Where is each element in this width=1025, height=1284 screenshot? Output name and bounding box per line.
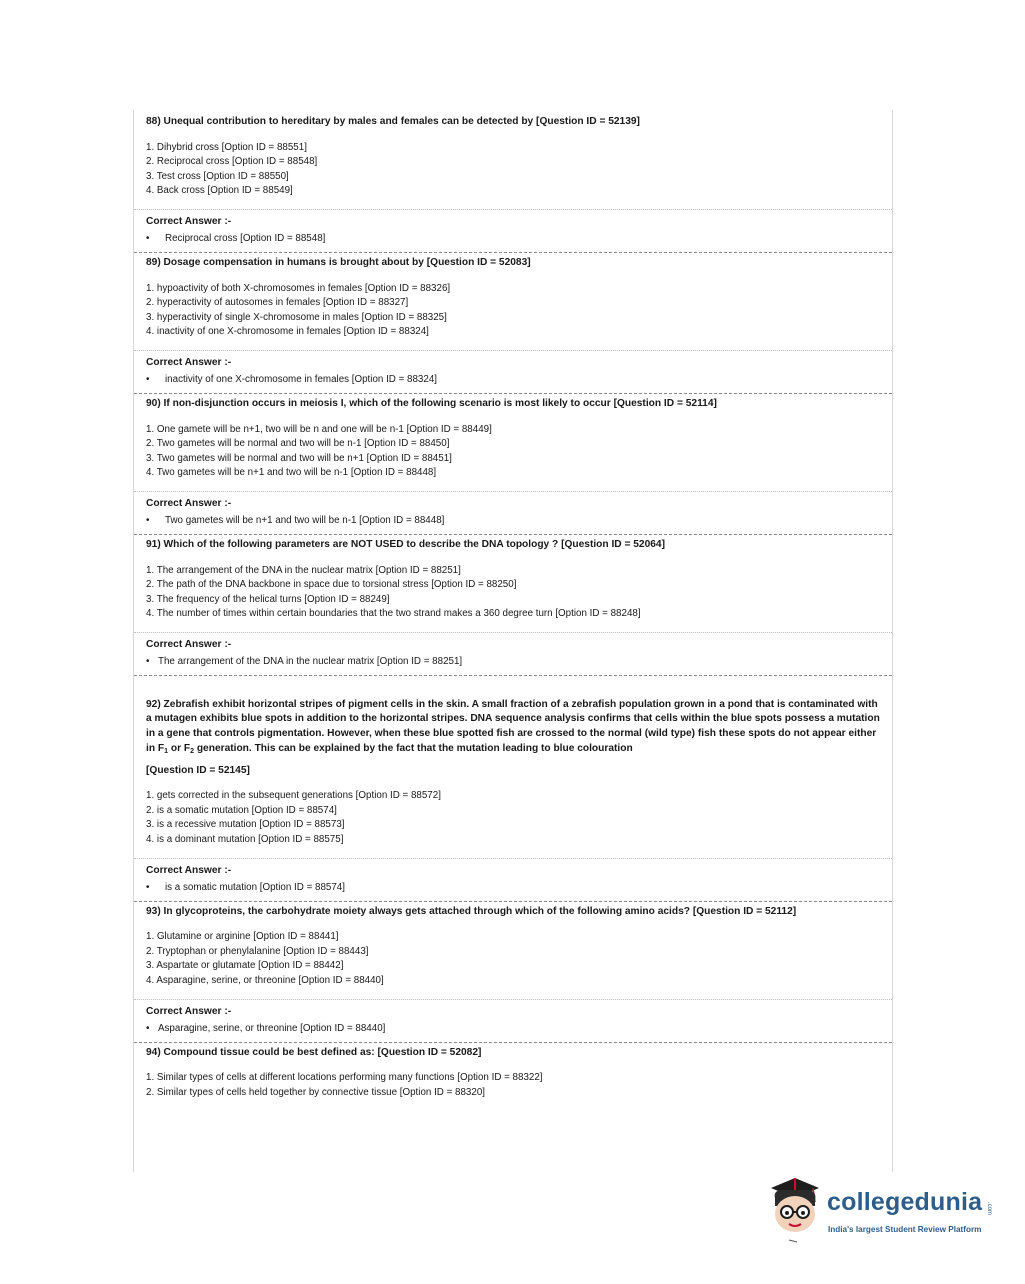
question-text: or F <box>168 742 191 754</box>
option-item: 3. Aspartate or glutamate [Option ID = 88442] <box>146 960 344 972</box>
bullet-icon: • <box>146 373 150 385</box>
correct-answer-block <box>134 999 892 1042</box>
logo-domain: .com <box>986 1202 992 1216</box>
question-92 <box>134 676 892 902</box>
correct-answer-item <box>146 232 880 246</box>
option-item: 3. hyperactivity of single X-chromosome in males [Option ID = 88325] <box>146 311 447 323</box>
correct-answer-label: Correct Answer :- <box>146 864 232 876</box>
correct-answer-block <box>134 209 892 252</box>
option-item: 4. Back cross [Option ID = 88549] <box>146 185 293 197</box>
question-94 <box>134 1043 892 1101</box>
correct-answer-item <box>146 373 880 387</box>
bullet-icon: • <box>146 881 150 893</box>
option-item: 2. Similar types of cells held together by connective tissue [Option ID = 88320] <box>146 1086 485 1098</box>
question-title: 89) Dosage compensation in humans is brought about by [Question ID = 52083] <box>146 256 531 268</box>
correct-answer-text: is a somatic mutation [Option ID = 88574] <box>165 881 345 893</box>
option-item: 3. Two gametes will be normal and two will be n+1 [Option ID = 88451] <box>146 452 452 464</box>
correct-answer-item <box>146 514 880 528</box>
correct-answer-item <box>146 655 880 669</box>
correct-answer-item <box>146 881 880 895</box>
option-list <box>146 930 880 998</box>
option-item: 4. inactivity of one X-chromosome in females [Option ID = 88324] <box>146 326 429 338</box>
option-list <box>146 423 880 491</box>
bullet-icon: • <box>146 514 150 526</box>
option-item: 1. Similar types of cells at different locations performing many functions [Option ID = 88322] <box>146 1072 543 1084</box>
option-item: 1. One gamete will be n+1, two will be n and one will be n-1 [Option ID = 88449] <box>146 423 492 435</box>
question-89 <box>134 253 892 394</box>
question-title: 91) Which of the following parameters are NOT USED to describe the DNA topology ? [Question ID = 52064] <box>146 538 665 550</box>
collegedunia-logo[interactable] <box>765 1176 1005 1246</box>
question-title: 93) In glycoproteins, the carbohydrate moiety always gets attached through which of the following amino acids? [Question ID = 52112] <box>146 905 797 917</box>
option-item: 1. gets corrected in the subsequent generations [Option ID = 88572] <box>146 790 441 802</box>
option-item: 3. The frequency of the helical turns [Option ID = 88249] <box>146 593 390 605</box>
question-text: 92) Zebrafish exhibit horizontal stripes of pigment cells in the skin. A small fraction of a zebrafish population grown in a pond that is contaminated with a mutagen exhibits blue spots in addition to the horizontal stripes. DNA sequence analysis confirms that cells within the blue spots possess a mutation in a gene that controls pigmentation. However, when these blue spotted fish are crossed to the normal (wild type) fish these spots do not appear either in F <box>146 698 880 754</box>
option-item: 2. Tryptophan or phenylalanine [Option ID = 88443] <box>146 945 369 957</box>
correct-answer-text: Asparagine, serine, or threonine [Option ID = 88440] <box>158 1022 386 1034</box>
option-list <box>146 789 880 857</box>
question-title: 88) Unequal contribution to hereditary by males and females can be detected by [Question ID = 52139] <box>146 116 640 127</box>
option-item: 3. is a recessive mutation [Option ID = 88573] <box>146 819 345 831</box>
option-item: 2. Two gametes will be normal and two will be n-1 [Option ID = 88450] <box>146 438 450 450</box>
question-93 <box>134 902 892 1043</box>
correct-answer-label: Correct Answer :- <box>146 215 232 227</box>
option-list <box>146 564 880 632</box>
question-text: generation. This can be explained by the fact that the mutation leading to blue colouration <box>194 742 633 754</box>
correct-answer-label: Correct Answer :- <box>146 356 232 368</box>
option-item: 4. Asparagine, serine, or threonine [Option ID = 88440] <box>146 975 384 986</box>
question-title: 90) If non-disjunction occurs in meiosis I, which of the following scenario is most likely to occur [Question ID = 52114] <box>146 397 717 409</box>
correct-answer-text: Two gametes will be n+1 and two will be n-1 [Option ID = 88448] <box>165 514 445 526</box>
question-title <box>146 698 880 756</box>
question-91 <box>134 535 892 676</box>
correct-answer-text: Reciprocal cross [Option ID = 88548] <box>165 232 326 244</box>
question-id: [Question ID = 52145] <box>146 765 250 777</box>
bullet-icon: • <box>146 655 150 667</box>
correct-answer-block <box>134 491 892 534</box>
option-item: 3. Test cross [Option ID = 88550] <box>146 170 289 182</box>
correct-answer-text: The arrangement of the DNA in the nuclear matrix [Option ID = 88251] <box>158 655 463 667</box>
correct-answer-label: Correct Answer :- <box>146 638 232 650</box>
question-90 <box>134 394 892 535</box>
option-list <box>146 141 880 209</box>
option-list <box>146 1071 880 1100</box>
option-item: 1. Glutamine or arginine [Option ID = 88441] <box>146 931 339 943</box>
option-item: 2. The path of the DNA backbone in space due to torsional stress [Option ID = 88250] <box>146 579 517 591</box>
option-item: 2. hyperactivity of autosomes in females [Option ID = 88327] <box>146 297 409 309</box>
correct-answer-block <box>134 632 892 675</box>
option-item: 1. hypoactivity of both X-chromosomes in females [Option ID = 88326] <box>146 282 451 294</box>
logo-tagline: India's largest Student Review Platform <box>828 1225 982 1234</box>
question-sheet <box>133 110 893 1172</box>
bullet-icon: • <box>146 1022 150 1034</box>
logo-wordmark: collegedunia <box>827 1188 983 1216</box>
option-item: 4. is a dominant mutation [Option ID = 88575] <box>146 834 344 846</box>
option-item: 1. The arrangement of the DNA in the nuclear matrix [Option ID = 88251] <box>146 564 461 576</box>
correct-answer-label: Correct Answer :- <box>146 1005 232 1017</box>
option-item: 1. Dihybrid cross [Option ID = 88551] <box>146 141 307 153</box>
subscript-1: 1 <box>164 747 169 755</box>
option-item: 4. The number of times within certain boundaries that the two strand makes a 360 degree turn [Option ID = 88248] <box>146 608 641 620</box>
correct-answer-item <box>146 1022 880 1036</box>
bullet-icon: • <box>146 232 150 244</box>
option-item: 4. Two gametes will be n+1 and two will be n-1 [Option ID = 88448] <box>146 467 437 479</box>
subscript-2: 2 <box>190 747 194 755</box>
question-88 <box>134 110 892 253</box>
option-list <box>146 282 880 350</box>
correct-answer-block <box>134 858 892 901</box>
option-item: 2. is a somatic mutation [Option ID = 88574] <box>146 804 337 816</box>
option-item: 2. Reciprocal cross [Option ID = 88548] <box>146 156 318 168</box>
mascot-icon <box>765 1176 825 1246</box>
correct-answer-label: Correct Answer :- <box>146 497 232 509</box>
question-title: 94) Compound tissue could be best defined as: [Question ID = 52082] <box>146 1046 482 1058</box>
correct-answer-block <box>134 350 892 393</box>
correct-answer-text: inactivity of one X-chromosome in females [Option ID = 88324] <box>165 373 437 385</box>
